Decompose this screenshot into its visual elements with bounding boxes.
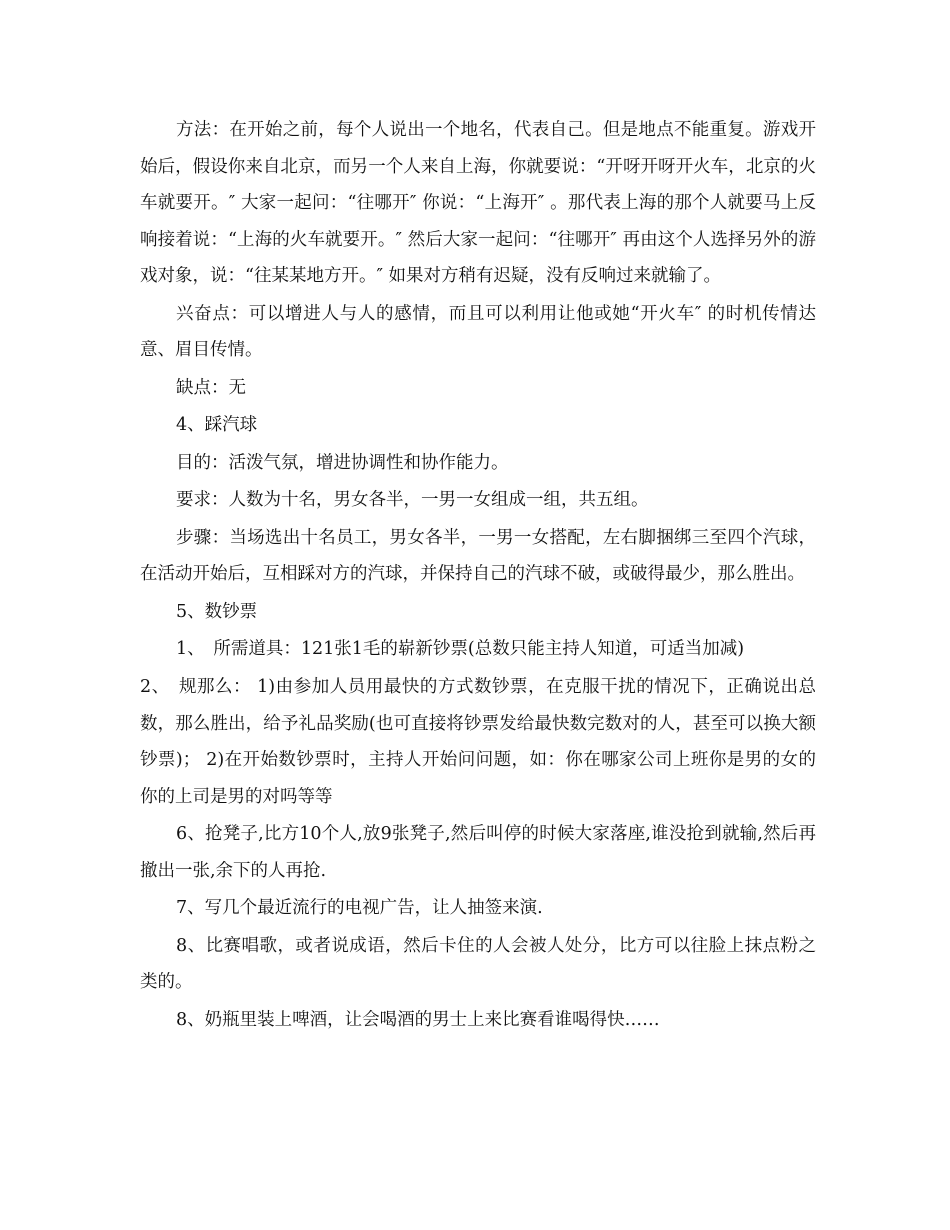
paragraph-singing-contest: 8、比赛唱歌，或者说成语，然后卡住的人会被人处分，比方可以往脸上抹点粉之类的。 <box>140 935 816 993</box>
paragraph-musical-chairs: 6、抢凳子,比方10个人,放9张凳子,然后叫停的时候大家落座,谁没抢到就输,然后再撤出一张,余下的人再抢. <box>140 824 816 881</box>
paragraph-tv-ads: 7、写几个最近流行的电视广告，让人抽签来演. <box>176 898 543 919</box>
paragraph-excitement-point: 兴奋点：可以增进人与人的感情，而且可以利用让他或她“开火车″ 的时机传情达意、眉目传情。 <box>140 303 816 361</box>
paragraph-props: 1、 所需道具：121张1毛的崭新钞票(总数只能主持人知道，可适当加减) <box>176 639 745 660</box>
paragraph-method: 方法：在开始之前，每个人说出一个地名，代表自己。但是地点不能重复。游戏开始后，假设你来自北京，而另一个人来自上海，你就要说：“开呀开呀开火车，北京的火车就要开。″ 大家一起问：“往哪开″ 你说：“上海开″ 。那代表上海的那个人就要马上反响接着说：“上海的火车就要开。″ 然后大家一起问：“往哪开″ 再由这个人选择另外的游戏对象，说：“往某某地方开。″ 如果对方稍有迟疑，没有反响过来就输了。 <box>140 120 816 287</box>
paragraph-steps: 步骤：当场选出十名员工，男女各半，一男一女搭配，左右脚捆绑三至四个汽球，在活动开始后，互相踩对方的汽球，并保持自己的汽球不破，或破得最少，那么胜出。 <box>140 527 816 585</box>
paragraph-rules: 2、 规那么： 1)由参加人员用最快的方式数钞票，在克服干扰的情况下，正确说出总数，那么胜出，给予礼品奖励(也可直接将钞票发给最快数完数对的人，甚至可以换大额钞票)； 2)在开始数钞票时，主持人开始问问题，如：你在哪家公司上班你是男的女的你的上司是男的对吗等等 <box>140 676 816 807</box>
section-heading-balloon-stomp: 4、踩汽球 <box>176 415 258 436</box>
section-heading-count-bills: 5、数钞票 <box>176 601 258 622</box>
paragraph-purpose: 目的：活泼气氛，增进协调性和协作能力。 <box>176 452 509 473</box>
paragraph-drawback: 缺点：无 <box>176 377 246 398</box>
document-body <box>140 112 816 1039</box>
paragraph-requirements: 要求：人数为十名，男女各半，一男一女组成一组，共五组。 <box>176 490 649 511</box>
paragraph-beer-bottle: 8、奶瓶里装上啤酒，让会喝酒的男士上来比赛看谁喝得快…… <box>176 1009 660 1030</box>
